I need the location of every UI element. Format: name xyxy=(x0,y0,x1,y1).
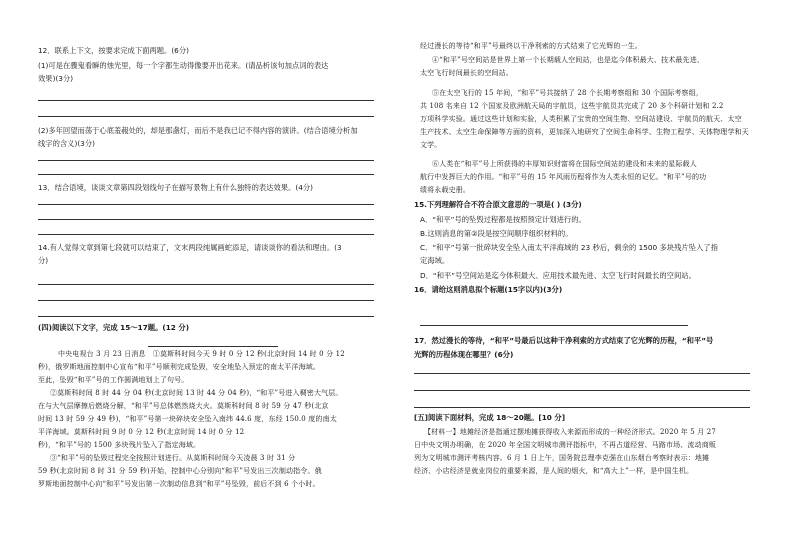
material-line: 列为文明城市测评考核内容。6 月 1 日上午，国务院总理李克强在山东烟台考察时表示：地摊 xyxy=(414,454,710,462)
para4-line: 太空飞行时间最长的空间站。 xyxy=(420,69,513,77)
answer-line[interactable] xyxy=(414,373,750,374)
para6-line: 航行中发挥巨大的作用。“和平”号的 15 年风雨历程将作为人类永恒的记忆。“和平”号的功 xyxy=(420,173,707,181)
title-blank-line[interactable] xyxy=(148,346,278,347)
news-line: 59 秒(北京时间 8 时 31 分 59 秒)开始，控制中心分别向“和平”号发出三次制动指令。俄 xyxy=(38,467,322,475)
news-line: 平洋海域。莫斯科时间 9 时 0 分 12 秒(北京时间 14 时 0 分 12 xyxy=(38,428,245,436)
q17-line2: 光辉的历程体现在哪里？(6分) xyxy=(414,350,514,359)
para6-line: ⑥人类在“和平”号上所获得的丰厚知识财富将在国际空间站的建设和未来的星际载人 xyxy=(432,160,697,168)
para5-line: 万项科学实验。通过这些计划和实验，人类积累了宝贵的空间生物、空间站建设、宇航员的航天、太空 xyxy=(420,115,742,123)
q15-option-d[interactable]: D．“和平”号空间站是迄今体积最大、应用技术最先进、太空飞行时间最长的空间站。 xyxy=(420,271,696,280)
answer-line[interactable] xyxy=(414,407,750,408)
q12-title: 12．联系上下文，按要求完成下面两题。(6分) xyxy=(38,46,189,55)
answer-line[interactable] xyxy=(420,325,688,326)
news-line: 时间 13 时 59 分 49 秒)，“和平”号第一块碎块安全坠入南纬 44.6 度，东经 150.0 度的南太 xyxy=(38,415,337,423)
q12-sub1-line1: (1)可是在骤鬼看瞬的烛光里，每一个字都生动得像要开出花来。(请品析该句加点词的表达 xyxy=(38,61,329,70)
q12-sub2-line2: 线字的含义)(3分) xyxy=(38,139,95,148)
answer-line[interactable] xyxy=(38,219,374,220)
news-line: 罗斯地面控制中心向“和平”号发出第一次制动信息到“和平”号坠毁，前后不到 6 个小时。 xyxy=(38,480,320,488)
answer-line[interactable] xyxy=(38,204,374,205)
q16-text: 16．请给这则消息拟个标题(15字以内)(3分) xyxy=(414,285,563,294)
left-column xyxy=(38,0,378,560)
news-line: ③“和平”号的坠毁过程完全按照计划进行。从莫斯科时间今天凌晨 3 时 31 分 xyxy=(50,454,296,462)
para5-line: 生产技术、太空生命保障等方面的资料，更加深入地研究了空间生命科学、生物工程学、天体物理学和天 xyxy=(420,128,749,136)
q15-option-c-line1[interactable]: C．“和平”号第一批碎块安全坠入南太平洋海域的 23 秒后，剩余的 1500 多块残片坠入了指 xyxy=(420,243,718,252)
q12-sub1-line2: 效果)(3分) xyxy=(38,74,74,83)
section5-heading: [五]阅读下面材料，完成 18～20题。[10 分] xyxy=(414,413,566,422)
para5-line: 文学。 xyxy=(420,141,442,149)
right-column xyxy=(414,0,756,560)
material-line: 经济、小店经济是就业岗位的重要来源，是人间的烟火，和“高大上”一样，是中国生机。 xyxy=(414,467,694,475)
para4-line: ④“和平”号空间站是世界上第一个长期载人空间站，也是迄今体积最大、技术最先进、 xyxy=(432,56,705,64)
news-line: ②莫斯科时间 8 时 44 分 04 秒(北京时间 13 时 44 分 04 秒)，“和平”号进入稠密大气层。 xyxy=(50,389,343,397)
answer-line[interactable] xyxy=(38,100,374,101)
news-line: 秒)，俄罗斯地面控制中心宣布“和平”号顺利完成坠毁，安全地坠入预定的南太平洋海域。 xyxy=(38,363,321,371)
news-line: 至此，坠毁“和平”号的工作圆满地划上了句号。 xyxy=(38,376,189,384)
q15-title: 15.下列理解符合不符合原文意思的一项是( ) (3分) xyxy=(414,200,582,209)
answer-line[interactable] xyxy=(38,300,374,301)
material-line: 【材料一】地摊经济是指通过摆地摊获得收入来源而形成的一种经济形式。2020 年 5 月 27 xyxy=(424,428,716,436)
q15-option-c-line2[interactable]: 定海域。 xyxy=(420,256,450,265)
q15-option-b[interactable]: B.这则消息的第②段是按空间顺序组织材料的。 xyxy=(420,229,573,238)
news-line: 秒)，“和平”号的 1500 多块残片坠入了指定海域。 xyxy=(38,441,201,449)
para5-line: 共 108 名来自 12 个国家及欧洲航天局的宇航员，这些宇航员共完成了 20 多个科研计划和 2.2 xyxy=(420,102,724,110)
q15-option-a[interactable]: A．“和平”号的坠毁过程都是按照预定计划进行的。 xyxy=(420,215,586,224)
news-ending: 经过漫长的等待“和平”号最终以干净利索的方式结束了它光辉的一生。 xyxy=(420,42,642,50)
answer-line[interactable] xyxy=(38,284,374,285)
news-line: 中央电视台 3 月 23 日消息 ①莫斯科时间今天 9 时 0 分 12 秒(北京时间 14 时 0 分 12 xyxy=(58,350,345,358)
q14-line2: 分) xyxy=(38,256,49,265)
para6-line: 绩将永载史册。 xyxy=(420,186,471,194)
q14-line1: 14.有人觉得文章到第七段就可以结束了，文末两段纯属画蛇添足，请谈谈你的看法和理由。(3 xyxy=(38,243,342,252)
q13-text: 13．结合语境，谈谈文章第四段划线句子在描写景物上有什么独特的表达效果。(4分) xyxy=(38,183,314,192)
answer-line[interactable] xyxy=(38,234,374,235)
q17-line1: 17．然过漫长的等待，“和平”号最后以这种干净利索的方式结束了它光辉的历程，“和平”号 xyxy=(414,336,714,345)
answer-line[interactable] xyxy=(38,316,374,317)
material-line: 日中央文明办明确，在 2020 年全国文明城市测评指标中，不再占道经营、马路市场、流动商贩 xyxy=(414,441,717,449)
para5-line: ⑤在太空飞行的 15 年间，“和平”号共接纳了 28 个长期考察组和 30 个国际考察组， xyxy=(432,89,703,97)
news-line: 在与大气层摩擦后燃烧分解，“和平”号总体燃然烧大火。莫斯科时间 8 时 59 分 47 秒(北京 xyxy=(38,402,329,410)
answer-line[interactable] xyxy=(38,160,374,161)
section4-heading: (四)阅读以下文字，完成 15～17题。(12 分) xyxy=(38,323,190,332)
answer-line[interactable] xyxy=(414,390,750,391)
answer-line[interactable] xyxy=(38,116,374,117)
answer-line[interactable] xyxy=(38,174,374,175)
q12-sub2-line1: (2)多年回望而荡于心底羞赧处的，却是那盏灯，而后不是我已记不得内容的演讲。(结合语境分析加 xyxy=(38,126,358,135)
